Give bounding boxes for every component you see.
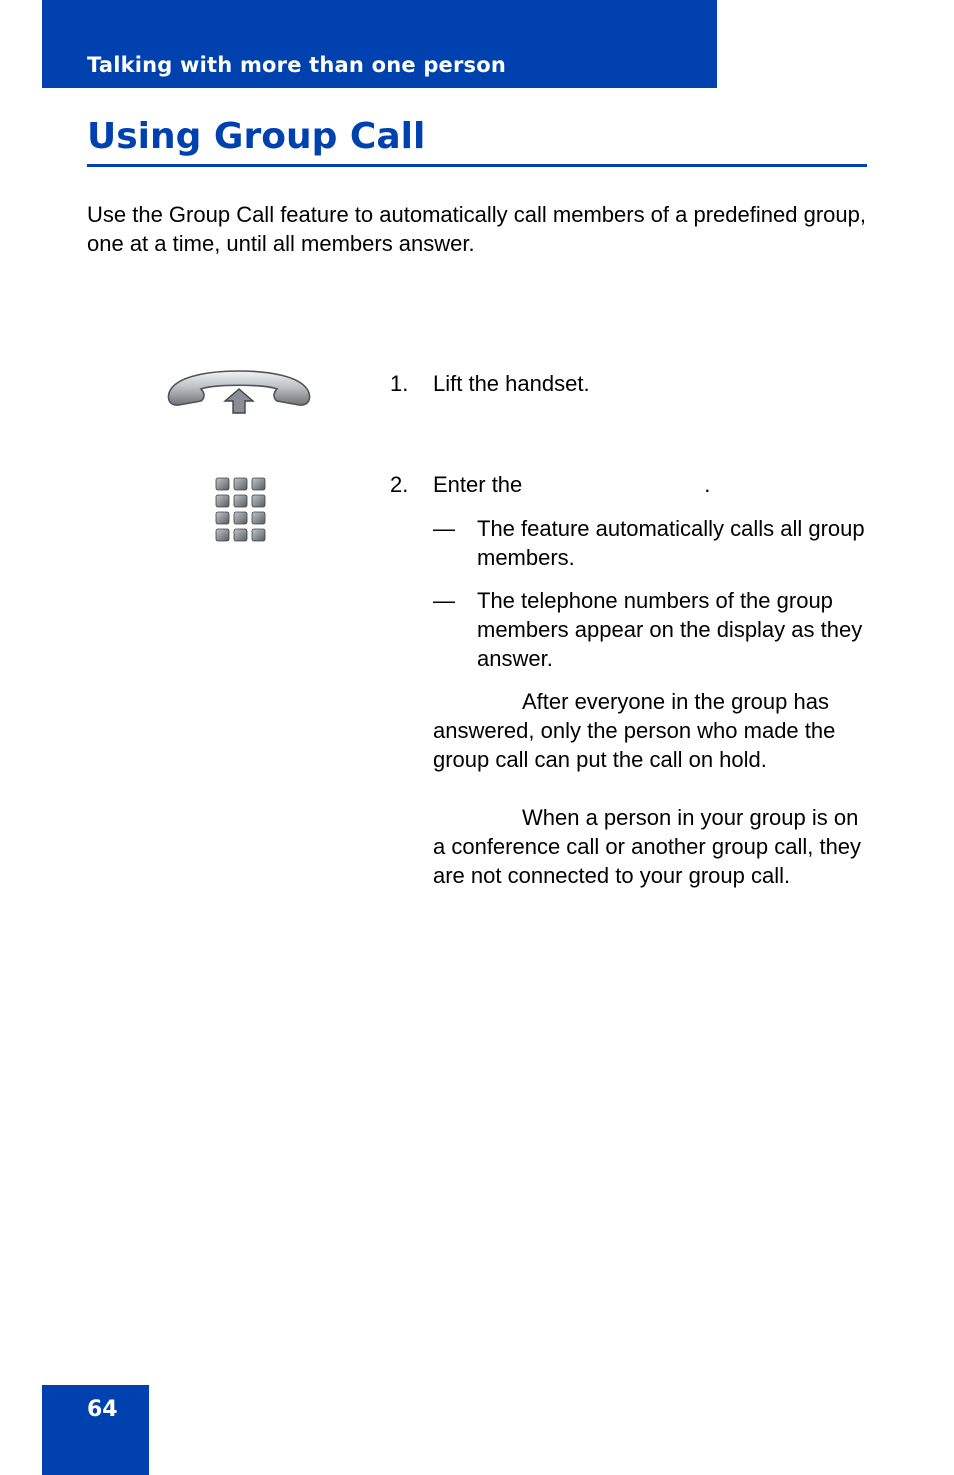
header-band — [42, 0, 717, 88]
note-hold: After everyone in the group has answered, only the person who made the group call can put the call on hold. — [433, 689, 836, 772]
step-number: 2. — [390, 472, 409, 497]
bullet-item — [433, 586, 873, 673]
step-1 — [390, 369, 590, 398]
intro-paragraph: Use the Group Call feature to automatically call members of a predefined group, one at a time, until all members answer. — [87, 202, 866, 256]
page-title: Using Group Call — [87, 116, 426, 157]
bullet-text: The feature automatically calls all group members. — [477, 516, 865, 570]
step-text-end: . — [704, 472, 711, 497]
footer-band — [42, 1385, 149, 1475]
bullet-dash: — — [433, 588, 455, 613]
bullet-item — [433, 514, 873, 572]
section-title: Talking with more than one person — [87, 53, 507, 77]
title-divider — [87, 164, 867, 167]
page-number: 64 — [87, 1397, 118, 1422]
step-text: Lift the handset. — [433, 371, 590, 396]
bullet-dash: — — [433, 516, 455, 541]
note-conference: When a person in your group is on a conference call or another group call, they are not connected to your group call. — [433, 805, 862, 888]
bullet-text: The telephone numbers of the group members appear on the display as they answer. — [477, 588, 863, 671]
step-text: Enter the — [433, 472, 523, 497]
keypad-icon — [214, 476, 268, 544]
step-number: 1. — [390, 371, 409, 396]
step-2 — [390, 470, 710, 499]
handset-lift-icon — [165, 367, 313, 417]
